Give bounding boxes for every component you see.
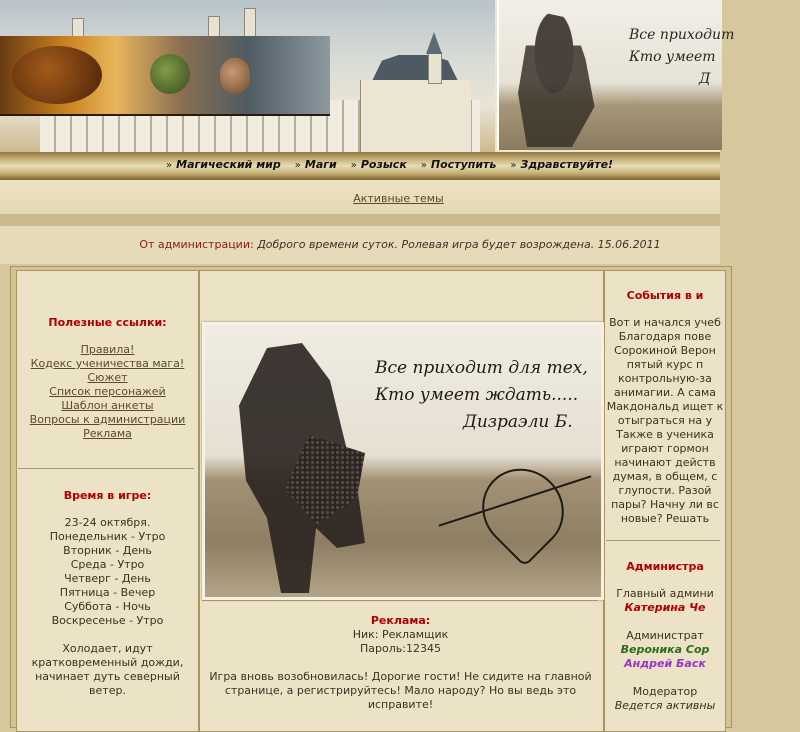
moderator-note: Ведется активны: [614, 699, 716, 712]
events-text: Вот и начался учеб Благодаря пове Сорокиной Верон пятый курс п контрольную-за анимагии. А сама Макдональд ищет к отыграться на у Также в ученика играют гормон начинают действ думая, в общем, с глупости. Разой пары? Начну ли вс новые? Решать: [606, 316, 724, 525]
divider-strip: [0, 214, 720, 226]
admin-name-1[interactable]: Вероника Сор: [620, 643, 710, 656]
weather-text: Холодает, идут кратковременный дожди, начинает дуть северный ветер.: [31, 642, 184, 697]
left-divider: [18, 468, 194, 469]
welcome-text: Игра вновь возобновилась! Дорогие гости! Не сидите на главной странице, а регистрируйтесь! Мало народу? Но вы ведь это исправите!: [209, 670, 592, 711]
image-quote: Все приходит для тех, Кто умеет ждать..... Дизраэли Б.: [375, 358, 588, 432]
arrow-icon: »: [166, 160, 173, 171]
link-plot[interactable]: Сюжет: [87, 371, 128, 384]
left-sidebar: [16, 270, 199, 732]
right-sidebar: [604, 270, 726, 732]
nav-magic-world[interactable]: » Магический мир: [166, 158, 281, 171]
right-divider: [606, 540, 720, 541]
arrow-icon: »: [420, 160, 427, 171]
admin-name-2[interactable]: Андрей Баск: [624, 657, 706, 670]
ad-block: [199, 614, 602, 712]
head-admin-name[interactable]: Катерина Че: [624, 601, 706, 614]
events-title: События в и: [626, 289, 704, 302]
link-rules[interactable]: Правила!: [80, 343, 135, 356]
heart-icon: [465, 452, 580, 567]
banner-quote: Все приходит Кто умеет Д: [629, 27, 735, 87]
administration-title: Администра: [626, 560, 704, 573]
nav-wanted[interactable]: » Розыск: [350, 158, 407, 171]
announcement: [0, 238, 800, 251]
moderator-label: Модератор: [632, 685, 698, 698]
center-divider: [202, 600, 598, 601]
site-header: [0, 0, 735, 152]
day-schedule: Понедельник - Утро Вторник - День Среда - Утро Четверг - День Пятница - Вечер Суббота - Ночь Воскресенье - Утро: [49, 530, 166, 627]
admins-label: Администрат: [626, 629, 704, 642]
nav-enroll[interactable]: » Поступить: [420, 158, 497, 171]
arrow-icon: »: [294, 160, 301, 171]
ad-title: Реклама:: [370, 614, 431, 627]
main-navigation: [0, 152, 720, 180]
arrow-icon: »: [350, 160, 357, 171]
ad-nick: Ник: Рекламщик: [352, 628, 449, 641]
couple-quote-image: [202, 322, 604, 600]
ad-password: Пароль:12345: [360, 642, 441, 655]
game-date: 23-24 октября.: [64, 516, 151, 529]
nav-mages[interactable]: » Маги: [294, 158, 337, 171]
link-questions[interactable]: Вопросы к администрации: [29, 413, 186, 426]
couple-photo-banner: [497, 0, 735, 150]
announcement-message: Доброго времени суток. Ролевая игра будет возрождена. 15.06.2011: [257, 238, 661, 251]
link-code[interactable]: Кодекс ученичества мага!: [30, 357, 185, 370]
active-topics-link[interactable]: Активные темы: [353, 192, 444, 205]
arrow-icon: »: [510, 160, 517, 171]
announcement-label: От администрации:: [139, 238, 254, 251]
link-characters[interactable]: Список персонажей: [49, 385, 166, 398]
link-template[interactable]: Шаблон анкеты: [61, 399, 154, 412]
useful-links-list: [17, 343, 198, 441]
nav-hello[interactable]: » Здравствуйте!: [510, 158, 614, 171]
useful-links-title: Полезные ссылки:: [48, 316, 167, 329]
game-time-title: Время в игре:: [63, 489, 152, 502]
warcraft-characters-image: [0, 36, 330, 116]
head-admin-label: Главный админи: [616, 587, 714, 600]
link-ads[interactable]: Реклама: [83, 427, 132, 440]
